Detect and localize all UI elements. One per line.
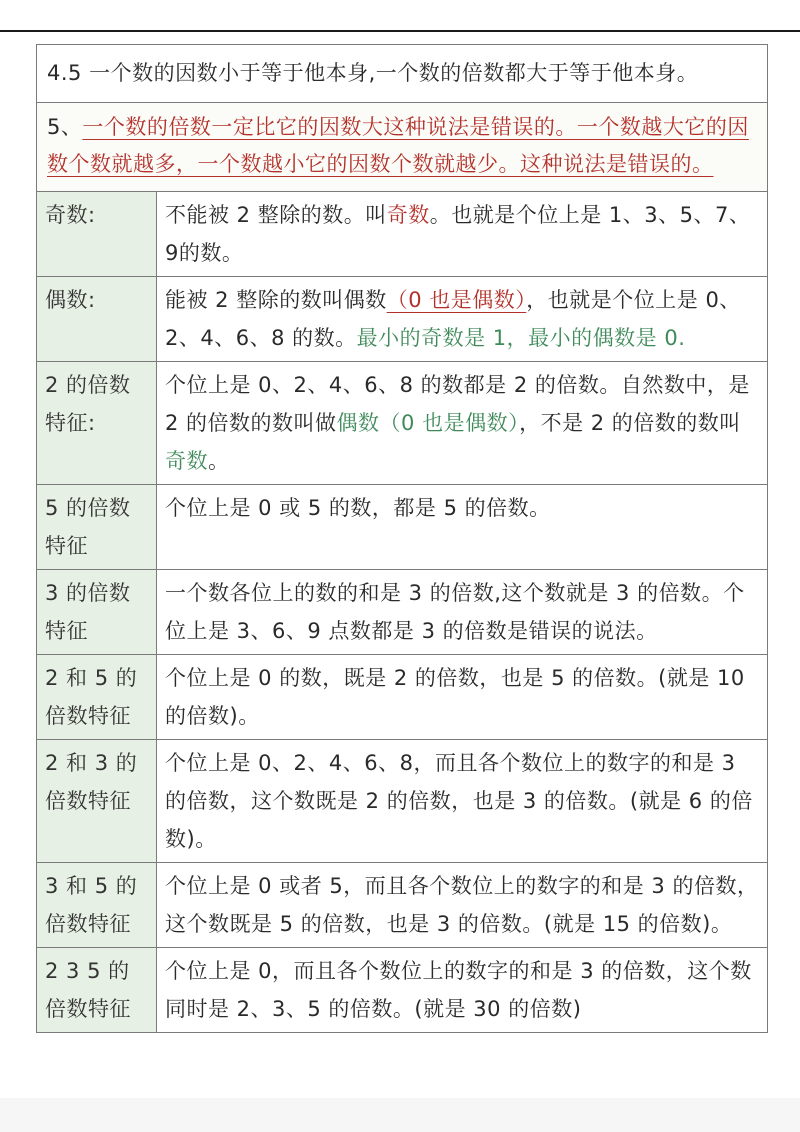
description-cell (157, 863, 768, 948)
term-cell: 2 3 5 的倍数特征 (37, 948, 157, 1033)
intro-line-4-text: 4.5 一个数的因数小于等于他本身,一个数的倍数都大于等于他本身。 (47, 61, 699, 85)
intro-line-5-text: 一个数的倍数一定比它的因数大这种说法是错误的。一个数越大它的因数个数就越多，一个数越小它的因数个数就越少。这种说法是错误的。 (47, 115, 749, 176)
intro-line-5 (37, 103, 767, 192)
table-row (37, 192, 767, 277)
description-text: 个位上是 0，而且各个数位上的数字的和是 3 的倍数，这个数同时是 2、3、5 的倍数。(就是 30 的倍数) (165, 959, 752, 1021)
description-cell (157, 192, 768, 277)
notes-sheet (36, 44, 768, 1033)
term-cell: 偶数: (37, 277, 157, 362)
description-text: 个位上是 0 或 5 的数，都是 5 的倍数。 (165, 496, 551, 520)
intro-line-5-prefix: 5、 (47, 115, 83, 139)
term-cell: 2 的倍数特征: (37, 362, 157, 485)
description-text: 个位上是 0 的数，既是 2 的倍数，也是 5 的倍数。(就是 10 的倍数)。 (165, 666, 745, 728)
term-cell: 2 和 5 的倍数特征 (37, 655, 157, 740)
description-cell (157, 362, 768, 485)
description-text: 偶数（0 也是偶数） (336, 411, 520, 435)
description-text: 不能被 2 整除的数。叫 (165, 203, 387, 227)
table-row (37, 570, 767, 655)
term-cell: 2 和 3 的倍数特征 (37, 740, 157, 863)
description-text: 。 (208, 449, 230, 473)
description-text: 个位上是 0、2、4、6、8，而且各个数位上的数字的和是 3 的倍数，这个数既是 2 的倍数，也是 3 的倍数。(就是 6 的倍数)。 (165, 751, 753, 851)
term-cell: 5 的倍数特征 (37, 485, 157, 570)
description-cell (157, 485, 768, 570)
description-text: 奇数 (386, 203, 430, 227)
description-text: 个位上是 0、2、4、6、8 的数都是 2 的倍数。自然数中，是 2 的倍数的数叫做 (165, 373, 750, 435)
table-row (37, 362, 767, 485)
description-cell (157, 655, 768, 740)
description-cell (157, 740, 768, 863)
table-row (37, 655, 767, 740)
term-cell: 3 的倍数特征 (37, 570, 157, 655)
description-text: 奇数 (165, 449, 208, 473)
table-row (37, 863, 767, 948)
bottom-margin (0, 1098, 800, 1132)
description-text: 能被 2 整除的数叫偶数 (165, 288, 387, 312)
description-text: 一个数各位上的数的和是 3 的倍数,这个数就是 3 的倍数。个位上是 3、6、9 点数都是 3 的倍数是错误的说法。 (165, 581, 745, 643)
description-text: 最小的奇数是 1，最小的偶数是 0. (356, 326, 686, 350)
top-rule (0, 30, 800, 32)
description-text: ，也就是个位上是 0、2、4、6、8 的数。 (165, 288, 741, 350)
description-cell (157, 570, 768, 655)
table-row (37, 948, 767, 1033)
description-text: 。也就是个位上是 1、3、5、7、9的数。 (165, 203, 751, 265)
definitions-table (37, 192, 767, 1032)
description-cell (157, 948, 768, 1033)
table-row (37, 485, 767, 570)
description-text: 个位上是 0 或者 5，而且各个数位上的数字的和是 3 的倍数，这个数既是 5 的倍数，也是 3 的倍数。(就是 15 的倍数)。 (165, 874, 759, 936)
intro-line-4 (37, 45, 767, 103)
term-cell: 奇数: (37, 192, 157, 277)
description-text: （0 也是偶数） (386, 288, 527, 312)
table-row (37, 740, 767, 863)
description-cell (157, 277, 768, 362)
term-cell: 3 和 5 的倍数特征 (37, 863, 157, 948)
description-text: ，不是 2 的倍数的数叫 (519, 411, 741, 435)
table-row (37, 277, 767, 362)
